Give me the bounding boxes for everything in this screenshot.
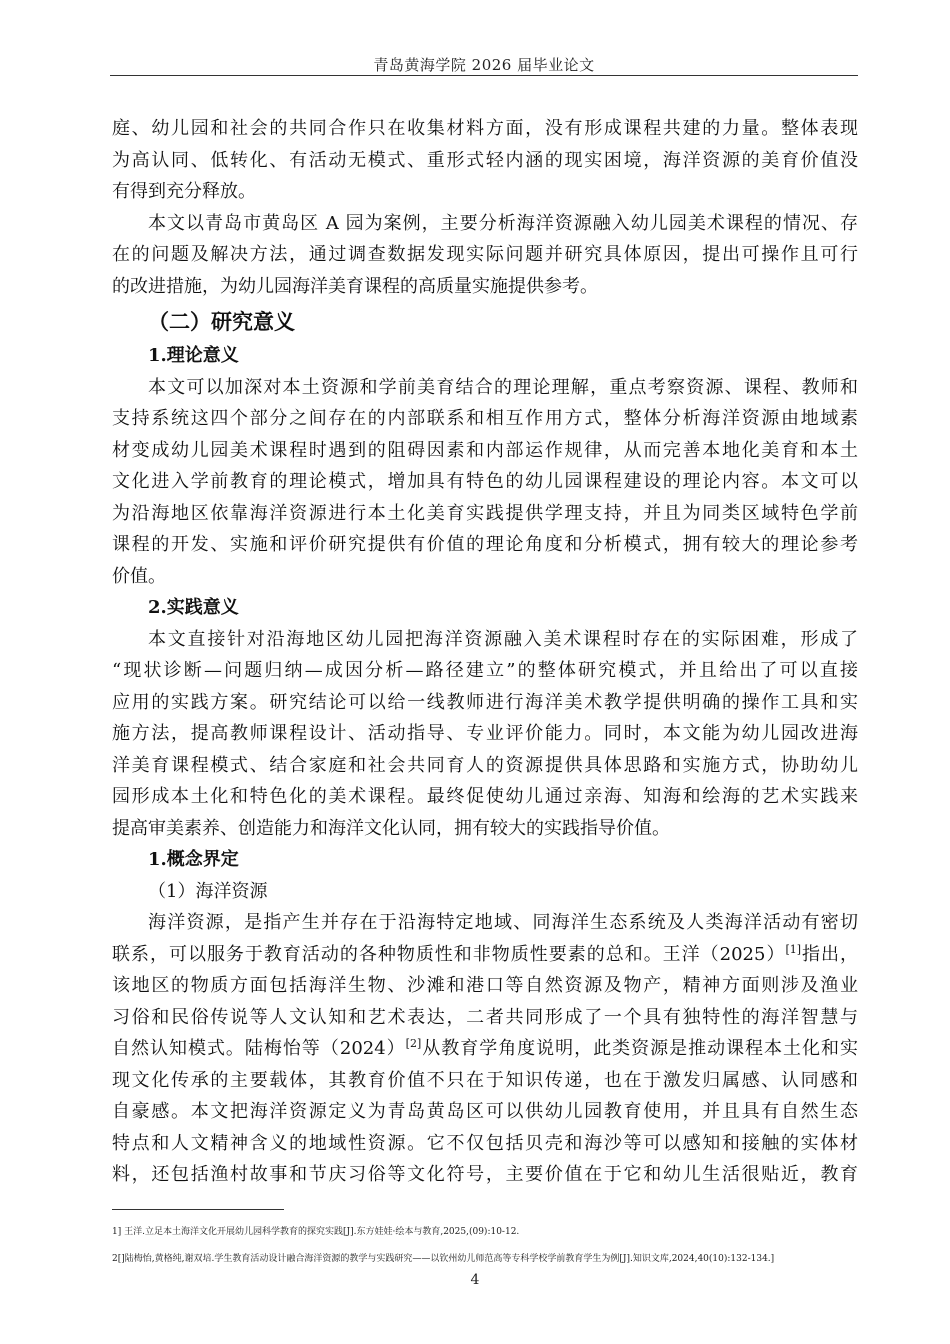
- footnote-rule: [112, 1209, 284, 1210]
- page-number: 4: [470, 1272, 480, 1288]
- text-line: 为沿海地区依靠海洋资源进行本土化美育实践提供学理支持，并且为同类区域特色学前: [112, 502, 858, 524]
- text-fragment: 指出，: [801, 943, 858, 965]
- text-fragment: 从教育学角度说明，此类资源是推动课程本土化和实: [421, 1038, 858, 1059]
- text-line: 施方法，提高教师课程设计、活动指导、专业评价能力。同时，本文能为幼儿园改进海: [112, 723, 858, 744]
- text-line: 为高认同、低转化、有活动无模式、重形式轻内涵的现实困境，海洋资源的美育价值没: [112, 149, 858, 171]
- text-line: 现文化传承的主要载体，其教育价值不只在于知识传递，也在于激发归属感、认同感和: [112, 1069, 858, 1091]
- running-header: 青岛黄海学院 2026 届毕业论文: [373, 56, 595, 74]
- text-line: 料，还包括渔村故事和节庆习俗等文化符号，主要价值在于它和幼儿生活很贴近，教育: [112, 1164, 858, 1185]
- text-line: 海洋资源，是指产生并存在于沿海特定地域、同海洋生态系统及人类海洋活动有密切: [148, 912, 858, 933]
- text-line: 课程的开发、实施和评价研究提供有价值的理论角度和分析模式，拥有较大的理论参考: [112, 534, 858, 555]
- main-body: [112, 113, 858, 1191]
- text-line: 价值。: [112, 565, 166, 587]
- citation-ref-1[interactable]: [1]: [785, 942, 802, 956]
- text-line: 园形成本土化和特色化的美术课程。最终促使幼儿通过亲海、知海和绘海的艺术实践来: [112, 786, 858, 807]
- footnote-text: 陆梅怡,黄格纯,谢双培.学生教育活动设计融合海洋资源的教学与实践研究——以钦州幼儿师范高等专科学校学前教育学生为例[J].知识文库,2024,40(10):132-134.]: [124, 1254, 775, 1264]
- paragraph-3: [112, 372, 858, 593]
- text-line: 本文以青岛市黄岛区 A 园为案例，主要分析海洋资源融入幼儿园美术课程的情况、存: [148, 212, 858, 234]
- subheading-practice: 2.实践意义: [148, 597, 239, 618]
- footnote-1: [112, 1224, 858, 1237]
- text-line: 本文直接针对沿海地区幼儿园把海洋资源融入美术课程时存在的实际困难，形成了: [148, 628, 858, 650]
- header-rule: [110, 75, 858, 76]
- text-line: 该地区的物质方面包括海洋生物、沙滩和港口等自然资源及物产，精神方面则涉及渔业: [112, 975, 858, 996]
- text-line: “现状诊断—问题归纳—成因分析—路径建立”的整体研究模式，并且给出了可以直接: [112, 660, 858, 681]
- text-line: 庭、幼儿园和社会的共同合作只在收集材料方面，没有形成课程共建的力量。整体表现: [112, 118, 858, 139]
- text-line: 洋美育课程模式、结合家庭和社会共同育人的资源提供具体思路和实施方式，协助幼儿: [112, 754, 858, 776]
- footnote-2: [112, 1251, 858, 1264]
- text-line: 特点和人文精神含义的地域性资源。它不仅包括贝壳和海沙等可以感知和接触的实体材: [112, 1132, 858, 1154]
- text-line: 提高审美素养、创造能力和海洋文化认同，拥有较大的实践指导价值。: [112, 817, 670, 839]
- paragraph-5: [112, 907, 858, 1191]
- footnote-number: 2[]: [112, 1254, 125, 1264]
- text-line: 支持系统这四个部分之间存在的内部联系和相互作用方式，整体分析海洋资源由地域素: [112, 408, 858, 429]
- text-line: [112, 1033, 858, 1065]
- text-line: [112, 939, 858, 971]
- text-line: 的改进措施，为幼儿园海洋美育课程的高质量实施提供参考。: [112, 275, 598, 297]
- text-line: 应用的实践方案。研究结论可以给一线教师进行海洋美术教学提供明确的操作工具和实: [112, 691, 858, 713]
- text-line: 习俗和民俗传说等人文认知和艺术表达，二者共同形成了一个具有独特性的海洋智慧与: [112, 1006, 858, 1028]
- paragraph-2: [112, 208, 858, 303]
- footnote-number: 1]: [112, 1227, 122, 1237]
- text-fragment: 联系，可以服务于教育活动的各种物质性和非物质性要素的总和。王洋（2025）: [112, 943, 786, 965]
- text-line: 在的问题及解决方法，通过调查数据发现实际问题并研究具体原因，提出可操作且可行: [112, 244, 858, 265]
- section-heading-research-significance: （二）研究意义: [148, 309, 295, 334]
- text-line: 自豪感。本文把海洋资源定义为青岛黄岛区可以供幼儿园教育使用，并且具有自然生态: [112, 1101, 858, 1122]
- text-line: 文化进入学前教育的理论模式，增加具有特色的幼儿园课程建设的理论内容。本文可以: [112, 471, 858, 492]
- text-line: 有得到充分释放。: [112, 181, 256, 202]
- citation-ref-2[interactable]: [2]: [405, 1037, 422, 1050]
- text-line: 材变成幼儿园美术课程时遇到的阻碍因素和内部运作规律，从而完善本地化美育和本土: [112, 439, 858, 461]
- footnote-text: 王洋.立足本土海洋文化开展幼儿园科学教育的探究实践[J].东方娃娃·绘本与教育,2025,(09):10-12.: [124, 1227, 520, 1237]
- text-fragment: 自然认知模式。陆梅怡等（2024）: [112, 1038, 406, 1059]
- subheading-concept: 1.概念界定: [148, 849, 239, 870]
- paragraph-4: [112, 624, 858, 845]
- paragraph-1: [112, 113, 858, 208]
- subheading-ocean-resources: （1）海洋资源: [148, 880, 268, 902]
- subheading-theory: 1.理论意义: [148, 345, 239, 366]
- text-line: 本文可以加深对本土资源和学前美育结合的理论理解，重点考察资源、课程、教师和: [148, 376, 858, 398]
